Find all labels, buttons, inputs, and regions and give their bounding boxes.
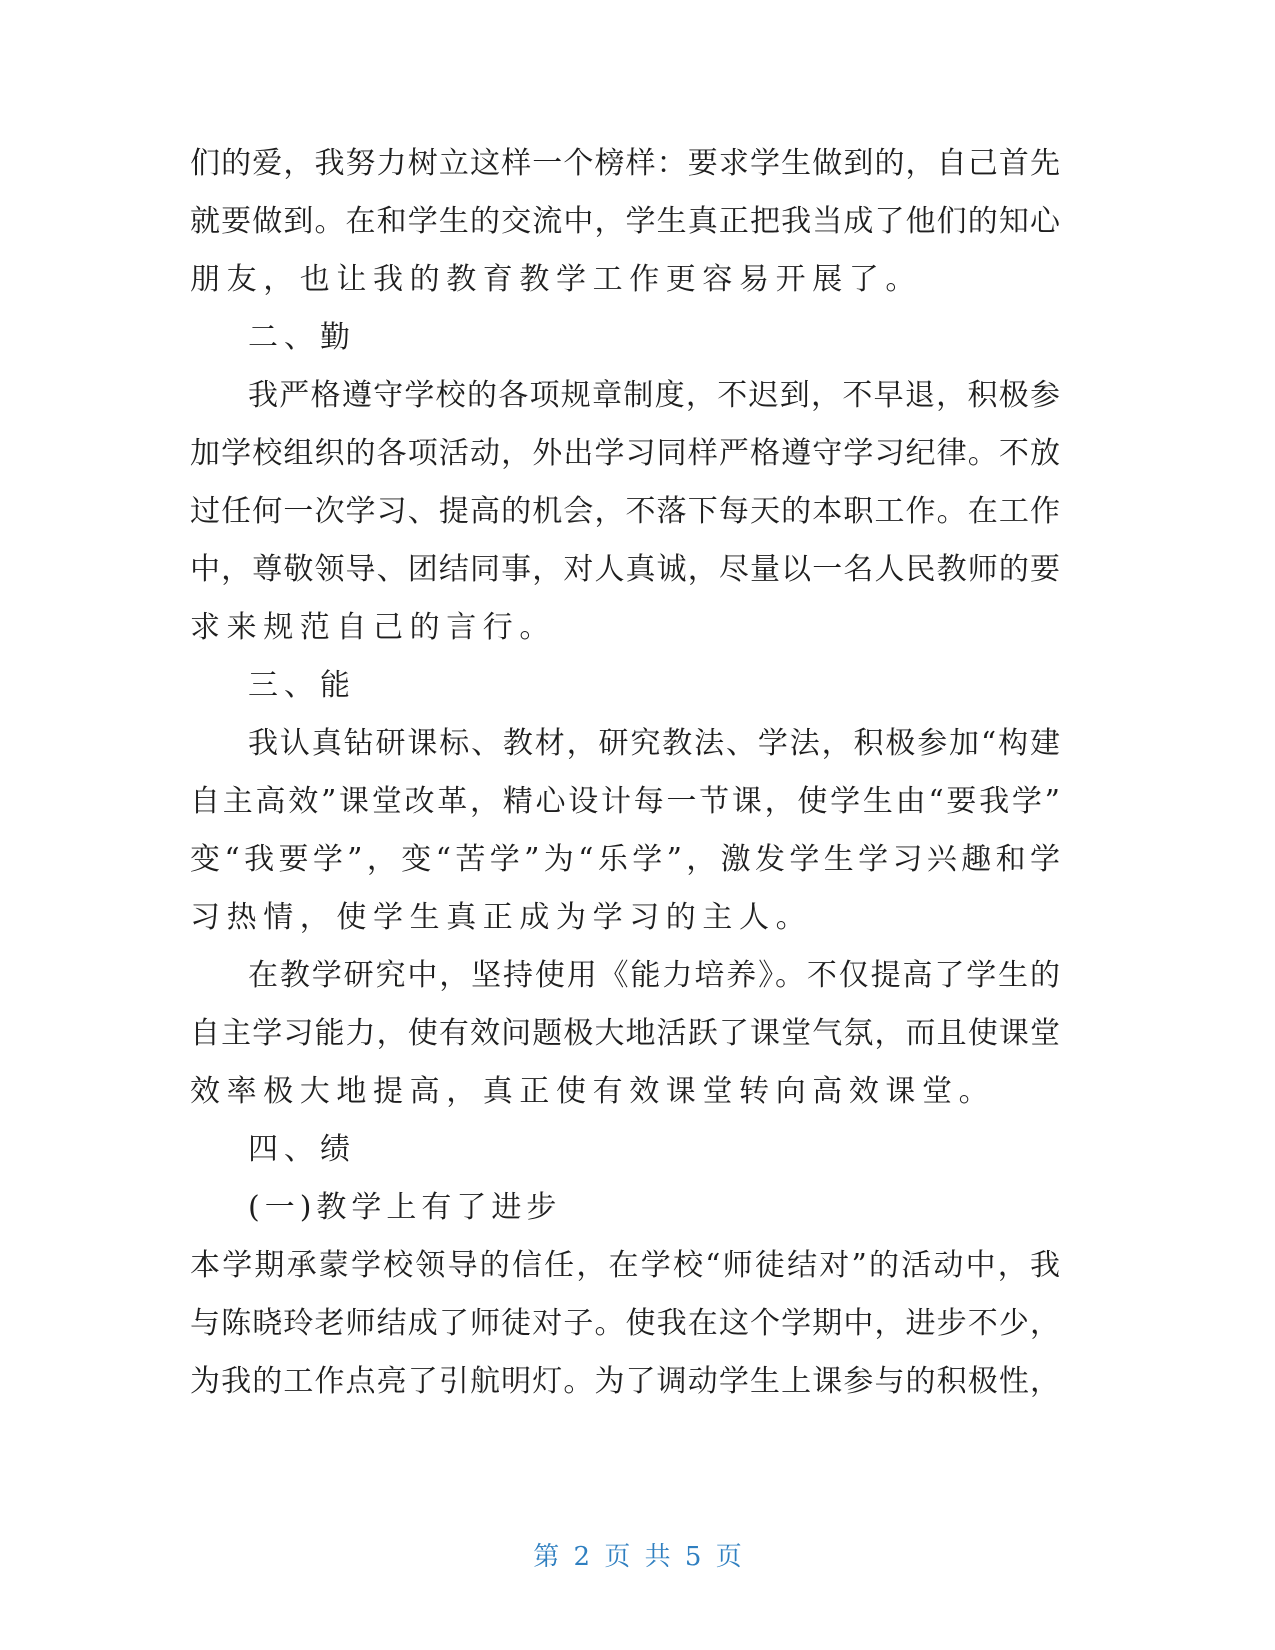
page-number-footer: 第 2 页 共 5 页	[533, 1542, 742, 1572]
section-heading: 四、绩	[248, 1132, 356, 1167]
subsection-heading: (一)教学上有了进步	[248, 1190, 562, 1225]
body-text-line: 中，尊敬领导、团结同事，对人真诚，尽量以一名人民教师的要	[190, 552, 1060, 587]
body-text-line: 本学期承蒙学校领导的信任，在学校“师徒结对”的活动中，我	[190, 1248, 1060, 1283]
body-text-line: 自主学习能力，使有效问题极大地活跃了课堂气氛，而且使课堂	[190, 1016, 1060, 1051]
body-text-line: 加学校组织的各项活动，外出学习同样严格遵守学习纪律。不放	[190, 436, 1060, 471]
body-text-line: 们的爱，我努力树立这样一个榜样：要求学生做到的，自己首先	[190, 146, 1060, 181]
body-text-line: 变“我要学”，变“苦学”为“乐学”，激发学生学习兴趣和学	[190, 842, 1060, 877]
body-text-line: 习热情，使学生真正成为学习的主人。	[190, 900, 813, 935]
body-text-line: 我认真钻研课标、教材，研究教法、学法，积极参加“构建	[248, 726, 1060, 761]
body-text-line: 为我的工作点亮了引航明灯。为了调动学生上课参与的积极性，	[190, 1364, 1060, 1399]
body-text-line: 效率极大地提高，真正使有效课堂转向高效课堂。	[190, 1074, 996, 1109]
body-text-line: 朋友，也让我的教育教学工作更容易开展了。	[190, 262, 922, 297]
body-text-line: 我严格遵守学校的各项规章制度，不迟到，不早退，积极参	[248, 378, 1060, 413]
section-heading: 二、勤	[248, 320, 356, 355]
body-text-line: 自主高效”课堂改革，精心设计每一节课，使学生由“要我学”	[190, 784, 1060, 819]
body-text-line: 在教学研究中，坚持使用《能力培养》。不仅提高了学生的	[248, 958, 1060, 993]
body-text-line: 求来规范自己的言行。	[190, 610, 556, 645]
body-text-line: 过任何一次学习、提高的机会，不落下每天的本职工作。在工作	[190, 494, 1060, 529]
section-heading: 三、能	[248, 668, 356, 703]
body-text-line: 与陈晓玲老师结成了师徒对子。使我在这个学期中，进步不少，	[190, 1306, 1060, 1341]
body-text-line: 就要做到。在和学生的交流中，学生真正把我当成了他们的知心	[190, 204, 1060, 239]
